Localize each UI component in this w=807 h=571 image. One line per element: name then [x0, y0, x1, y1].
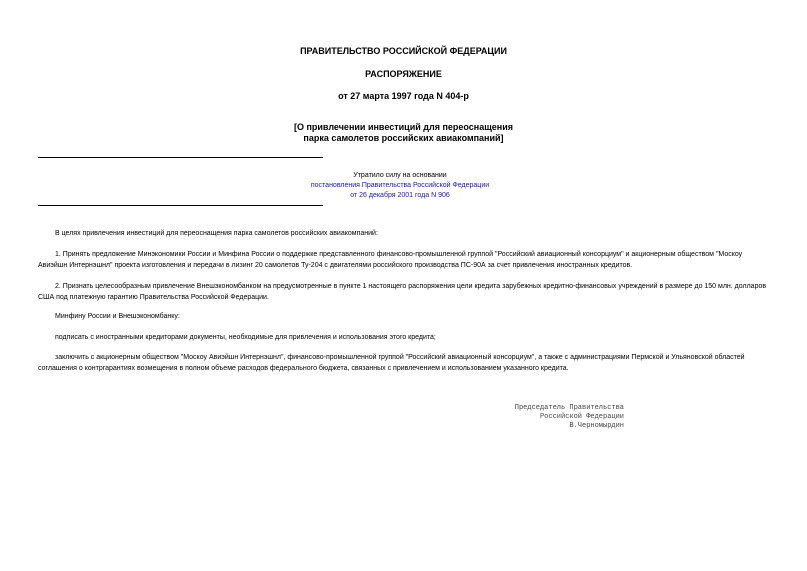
paragraph-2: 2. Признать целесообразным привлечение Внешэкономбанком на предусмотренные в пункте 1 настоящего распоряжения цели кредита зарубежных кредитно-финансовых учреждений в размере до 150 млн. долларов США под платежную гарантию Правительства Российской Федерации. — [38, 283, 767, 301]
repeal-link-line-1[interactable]: постановления Правительства Российской Федерации — [310, 182, 490, 189]
doc-subject-line-2: парка самолетов российских авиакомпаний] — [303, 133, 504, 143]
signature-org: Российской Федерации — [539, 413, 624, 421]
divider-bottom — [38, 205, 323, 206]
divider-top — [38, 157, 323, 158]
signature-title: Председатель Правительства — [514, 404, 624, 412]
paragraph-3b: заключить с акционерным обществом "Москоу Авиэйшн Интернэшнл", финансово-промышленной группой "Российский авиационный консорциум", а также с администрациями Пермской и Ульяновской областей соглашения о контргарантиях возмещения в полном объеме расходов федерального бюджета, связанных с привлечением и использованием указанного кредита. — [38, 354, 745, 372]
doc-subject-line-1: [О привлечении инвестиций для переоснащения — [293, 122, 514, 132]
paragraph-intro: В целях привлечения инвестиций для переоснащения парка самолетов российских авиакомпаний: — [55, 230, 378, 237]
doc-date-number: от 27 марта 1997 года N 404-р — [338, 91, 469, 101]
doc-type: РАСПОРЯЖЕНИЕ — [365, 69, 442, 79]
signature-name: В.Черномырдин — [569, 422, 624, 430]
repeal-link-line-2[interactable]: от 26 декабря 2001 года N 906 — [350, 192, 450, 199]
repeal-notice: Утратило силу на основании — [353, 172, 447, 179]
gov-title: ПРАВИТЕЛЬСТВО РОССИЙСКОЙ ФЕДЕРАЦИИ — [300, 46, 507, 56]
paragraph-3a: подписать с иностранными кредиторами документы, необходимые для привлечения и использования этого кредита; — [55, 334, 436, 341]
paragraph-1: 1. Принять предложение Минэкономики России и Минфина России о поддержке представленного финансово-промышленной группой "Российский авиационный консорциум" и акционерным обществом "Москоу Авиэйшн Интернэшнл" проекта изготовления и передачи в лизинг 20 самолетов Ту-204 с двигателями российского производства ПС-90А за счет привлечения иностранных кредитов. — [38, 251, 743, 269]
paragraph-3: Минфину России и Внешэкономбанку: — [55, 313, 180, 320]
